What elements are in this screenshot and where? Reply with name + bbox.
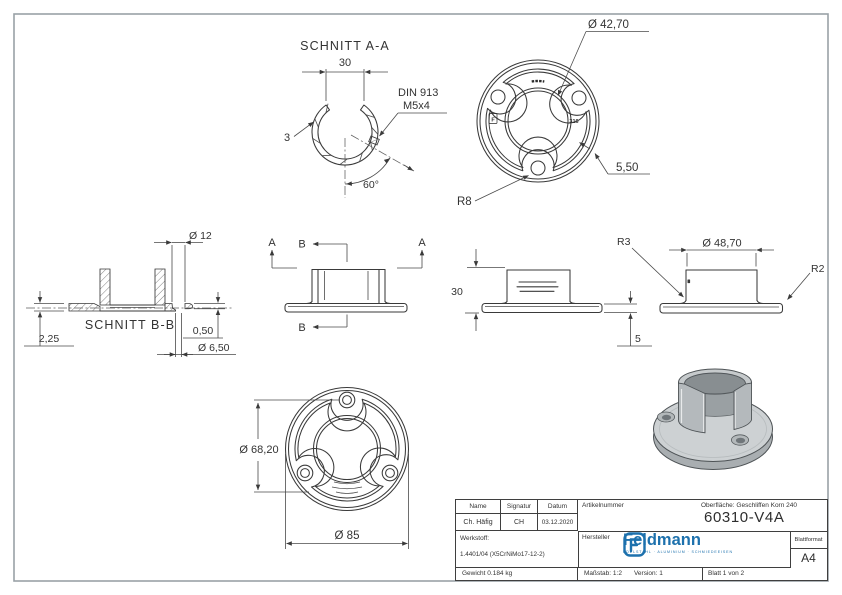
dim-lip-050: 0,50 bbox=[192, 325, 214, 337]
tb-material-label: Werkstoff: bbox=[460, 535, 490, 542]
logo-stamp: F bbox=[491, 117, 495, 124]
feldmann-logo bbox=[623, 532, 733, 554]
dim-plate-225: 2,25 bbox=[38, 333, 60, 345]
dim-counterbore-12: Ø 12 bbox=[189, 230, 212, 242]
section-aa-view bbox=[284, 39, 447, 198]
section-bb-view bbox=[24, 230, 236, 357]
section-bb-title: SCHNITT B-B bbox=[84, 318, 176, 332]
brand-tagline: EDELSTAHL · ALUMINIUM · SCHMIEDEEISEN bbox=[623, 550, 733, 554]
tb-weight-value: Gewicht 0.184 kg bbox=[456, 567, 578, 580]
dim-bolt-circle-6820: Ø 68,20 bbox=[239, 444, 279, 456]
tb-article-value: 60310-V4A bbox=[704, 509, 785, 526]
tb-date-value: 03.12.2020 bbox=[538, 514, 578, 531]
title-block bbox=[455, 499, 828, 581]
bottom-view bbox=[239, 388, 408, 550]
feldmann-logo-icon bbox=[623, 532, 646, 557]
dim-bore-427: Ø 42,70 bbox=[588, 19, 629, 31]
section-aa-title: SCHNITT A-A bbox=[300, 39, 390, 53]
dim-base-5: 5 bbox=[635, 333, 641, 345]
dim-rim-550: 5,50 bbox=[616, 162, 639, 174]
dim-fillet-r3: R3 bbox=[617, 236, 631, 248]
tb-article-label: Artikelnummer bbox=[582, 502, 624, 509]
tb-article-cell bbox=[578, 500, 827, 532]
tb-format-label: Blattformat bbox=[790, 531, 827, 549]
dim-outer-85: Ø 85 bbox=[334, 530, 360, 542]
tb-scale-cell bbox=[578, 567, 703, 580]
dim-angle-60: 60° bbox=[363, 179, 379, 191]
section-label-b-bottom: B bbox=[298, 322, 306, 334]
section-label-b-top: B bbox=[298, 238, 306, 251]
dim-hole-650: Ø 6,50 bbox=[198, 342, 230, 354]
tb-material-value: 1.4401/04 (X5CrNiMo17-12-2) bbox=[460, 551, 545, 558]
dim-height-30: 30 bbox=[451, 286, 463, 298]
dim-wall-3: 3 bbox=[283, 132, 291, 144]
brand-name: Feldmann bbox=[623, 531, 701, 549]
tb-format-value: A4 bbox=[801, 551, 816, 565]
iso-view bbox=[654, 369, 773, 470]
dim-radius-r8: R8 bbox=[457, 196, 472, 208]
tb-version-value: Version: 1 bbox=[633, 570, 663, 577]
screw-norm-label: DIN 913 bbox=[398, 87, 439, 99]
tb-sheet-value: Blatt 1 von 2 bbox=[708, 570, 745, 577]
tb-material-cell bbox=[456, 531, 579, 568]
top-view bbox=[457, 19, 650, 208]
dim-diameter-4870: Ø 48,70 bbox=[702, 237, 742, 250]
material-stamp: 316 bbox=[569, 119, 579, 125]
section-label-a-left: A bbox=[268, 237, 276, 249]
tb-signature-label: Signatur bbox=[501, 500, 538, 514]
tb-scale-value: Maßstab: 1:2 bbox=[584, 570, 622, 577]
tb-date-label: Datum bbox=[538, 500, 578, 514]
screw-size-label: M5x4 bbox=[403, 100, 430, 112]
side-stamp bbox=[688, 280, 691, 284]
dim-corner-r2: R2 bbox=[811, 263, 825, 275]
section-label-a-right: A bbox=[418, 237, 426, 249]
right-view bbox=[617, 236, 825, 313]
tb-surface-label: Oberfläche: Geschliffen Korn 240 bbox=[701, 502, 797, 509]
tb-name-value: Ch. Häfig bbox=[456, 514, 501, 531]
tb-signature-value: CH bbox=[501, 514, 538, 531]
front-view bbox=[268, 237, 426, 334]
dim-gap-30: 30 bbox=[338, 57, 352, 69]
side-view bbox=[451, 249, 652, 346]
tb-name-label: Name bbox=[456, 500, 501, 514]
tb-manufacturer-label: Hersteller bbox=[582, 534, 610, 541]
